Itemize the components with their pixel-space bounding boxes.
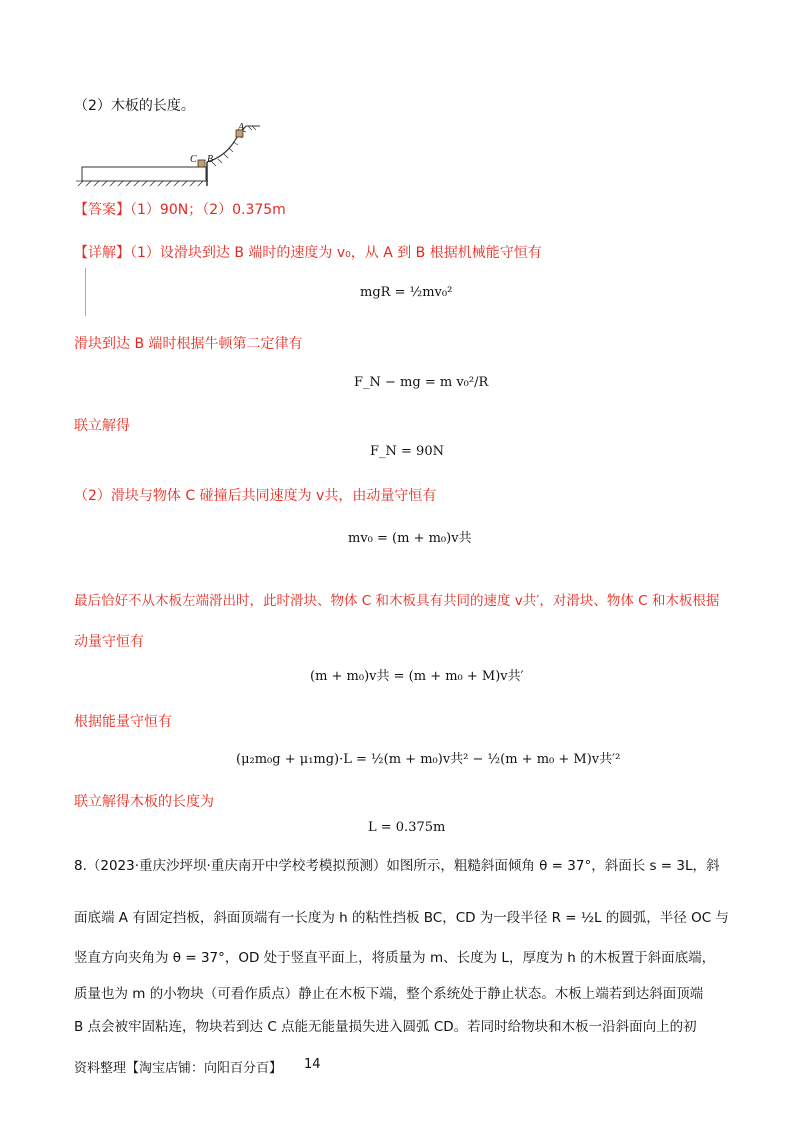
- q8-line-5: B 点会被牢固粘连，物块若到达 C 点能无能量损失进入圆弧 CD。若同时给物块和木板一沿斜面向上的初: [74, 1019, 697, 1035]
- equation-4: mv₀ = (m + m₀)v共: [348, 531, 472, 546]
- label-a: A: [238, 122, 245, 133]
- equation-1: mgR = ½mv₀²: [360, 285, 453, 300]
- physics-figure: [74, 122, 264, 188]
- ground-hatching: [76, 181, 208, 186]
- equation-3: F_N = 90N: [370, 444, 444, 459]
- equation-5: (m + m₀)v共 = (m + m₀ + M)v共′: [310, 669, 524, 684]
- detail-p5a: 最后恰好不从木板左端滑出时，此时滑块、物体 C 和木板具有共同的速度 v共′，对滑块、物体 C 和木板根据: [74, 593, 720, 609]
- detail-line-1: [74, 243, 542, 263]
- equation-7: L = 0.375m: [368, 820, 446, 835]
- label-c: C: [190, 154, 197, 165]
- detail-p3: 联立解得: [74, 418, 130, 434]
- q8-line-2: 面底端 A 有固定挡板，斜面顶端有一长度为 h 的粘性挡板 BC，CD 为一段半径 R = ½L 的圆弧，半径 OC 与: [74, 910, 729, 926]
- q8-line-1: 8.（2023·重庆沙坪坝·重庆南开中学校考模拟预测）如图所示，粗糙斜面倾角 θ = 37°，斜面长 s = 3L，斜: [74, 858, 720, 874]
- equation-2: F_N − mg = m v₀²/R: [354, 375, 489, 390]
- answer-line: [74, 200, 286, 220]
- q8-line-3: 竖直方向夹角为 θ = 37°，OD 处于竖直平面上，将质量为 m、长度为 L，厚度为 h 的木板置于斜面底端，: [74, 950, 716, 966]
- wooden-board: [82, 167, 206, 181]
- detail-p6: 根据能量守恒有: [74, 714, 172, 730]
- equation-6: (μ₂m₀g + μ₁mg)·L = ½(m + m₀)v共² − ½(m + m₀ + M)v共′²: [236, 752, 621, 767]
- detail-p7: 联立解得木板的长度为: [74, 794, 214, 810]
- detail-p1: （1）设滑块到达 B 端时的速度为 v₀，从 A 到 B 根据机械能守恒有: [130, 245, 542, 261]
- question-part-2-header: （2）木板的长度。: [74, 98, 195, 114]
- left-rule: [85, 268, 86, 316]
- detail-p4: （2）滑块与物体 C 碰撞后共同速度为 v共，由动量守恒有: [74, 488, 437, 504]
- page-number: 14: [304, 1057, 321, 1072]
- footer-source: 资料整理【淘宝店铺：向阳百分百】: [74, 1061, 283, 1076]
- label-b: B: [207, 154, 214, 165]
- detail-tag: 【详解】: [74, 245, 130, 261]
- answer-text: （1）90N；（2）0.375m: [130, 202, 286, 218]
- block-c: [198, 160, 205, 167]
- detail-p5b: 动量守恒有: [74, 634, 144, 650]
- detail-p2: 滑块到达 B 端时根据牛顿第二定律有: [74, 336, 303, 352]
- answer-tag: 【答案】: [74, 202, 130, 218]
- q8-line-4: 质量也为 m 的小物块（可看作质点）静止在木板下端，整个系统处于静止状态。木板上端若到达斜面顶端: [74, 986, 704, 1002]
